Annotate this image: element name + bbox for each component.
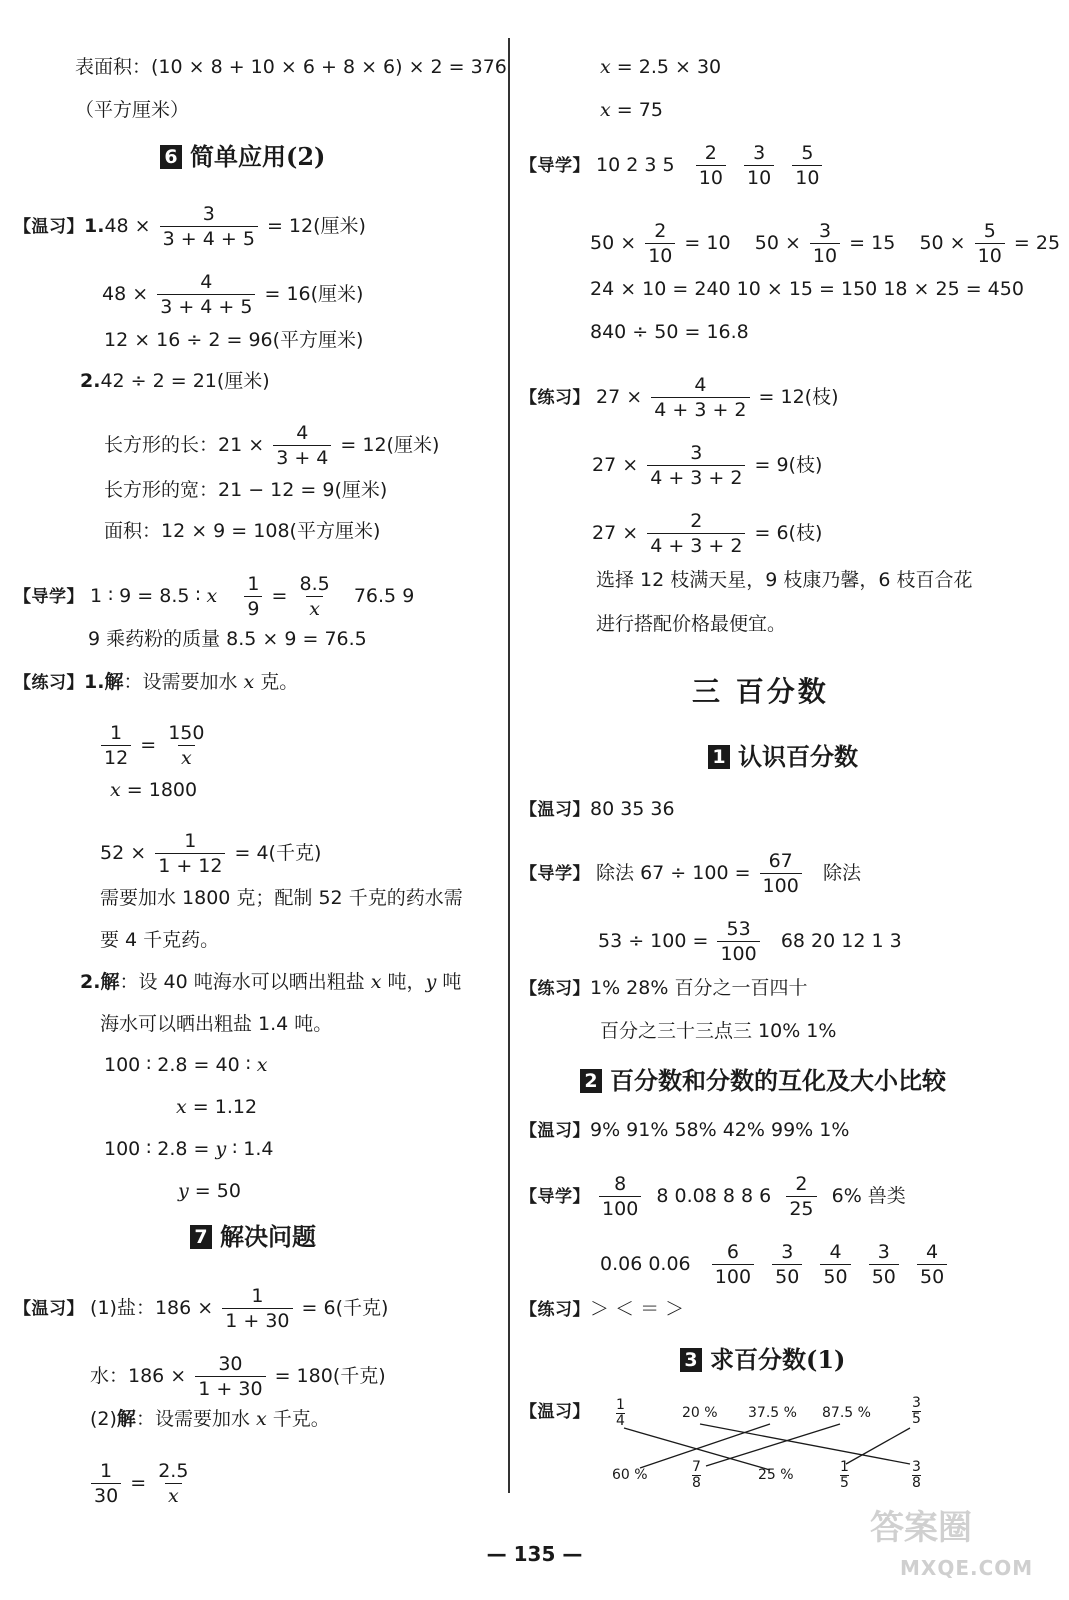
fraction: $\frac{8.5}{x}$ — [299, 573, 330, 620]
wenxi-3-line: 12 × 16 ÷ 2 = 96(平方厘米) — [104, 329, 364, 351]
match-bottom-percent-2: 25 % — [758, 1467, 794, 1483]
wenxi-7-line-2: 水：186 × $\frac{30}{1 + 30}$ = 180(千克) — [90, 1353, 386, 1400]
section-6-title: 简单应用(2) — [190, 142, 326, 171]
fraction: $\frac{1}{1 + 12}$ — [155, 830, 225, 877]
fraction: $\frac{2.5}{x}$ — [158, 1460, 189, 1507]
wenxi-1-line: 【温习】1.48 × $\frac{3}{3 + 4 + 5}$ = 12(厘米) — [14, 203, 366, 250]
fraction: $\frac{3}{4 + 3 + 2}$ — [647, 442, 745, 489]
match-top-percent-2: 37.5 % — [748, 1405, 797, 1421]
match-bottom-fraction-2: 1 5 — [840, 1459, 849, 1491]
fraction: $\frac{4}{50}$ — [917, 1241, 947, 1288]
fraction: $\frac{1}{9}$ — [244, 573, 262, 620]
match-bottom-percent-1: 60 % — [612, 1467, 648, 1483]
section-7-title: 解决问题 — [220, 1222, 316, 1251]
section-2-title: 百分数和分数的互化及大小比较 — [610, 1066, 946, 1095]
fraction: $\frac{2}{25}$ — [786, 1173, 816, 1220]
section-1-title: 认识百分数 — [738, 742, 858, 771]
chapter-title: 三 百分数 — [692, 675, 829, 708]
rect-width-line: 长方形的宽：21 − 12 = 9(厘米) — [104, 479, 388, 501]
match-top-fraction-1: 1 4 — [616, 1397, 625, 1429]
watermark-site: MXQE.COM — [900, 1556, 1034, 1580]
wenxi-7-equation: $\frac{1}{30}$ = $\frac{2.5}{x}$ — [88, 1460, 194, 1507]
flower-answer-2: 进行搭配价格最便宜。 — [596, 613, 787, 635]
ratio-line-1: 100 ∶ 2.8 = 40 ∶ x — [104, 1054, 268, 1076]
right-daoxue-line: 【导学】 10 2 3 5 $\frac{2}{10}$ $\frac{3}{10}$ $\frac{5}{10}$ — [520, 142, 825, 189]
fraction: $\frac{4}{3 + 4}$ — [273, 422, 331, 469]
rect-length-line: 长方形的长：21 × $\frac{4}{3 + 4}$ = 12(厘米) — [104, 422, 440, 469]
fraction: $\frac{3}{50}$ — [772, 1241, 802, 1288]
fraction: $\frac{8}{100}$ — [599, 1173, 641, 1220]
fraction: $\frac{2}{10}$ — [696, 142, 726, 189]
area-line: 面积：12 × 9 = 108(平方厘米) — [104, 520, 381, 542]
match-line-4 — [706, 1424, 840, 1466]
section-6-number: 6 — [160, 145, 182, 169]
fraction: $\frac{5}{10}$ — [792, 142, 822, 189]
right-lianxi-2: 27 × $\frac{3}{4 + 3 + 2}$ = 9(枝) — [592, 442, 823, 489]
fraction: $\frac{3}{10}$ — [810, 220, 840, 267]
fraction: $\frac{1}{1 + 30}$ — [222, 1285, 292, 1332]
q2-line: 2.42 ÷ 2 = 21(厘米) — [80, 370, 270, 392]
fraction: $\frac{4}{50}$ — [820, 1241, 850, 1288]
fraction: $\frac{67}{100}$ — [760, 850, 802, 897]
match-bottom-fraction-3: 3 8 — [912, 1459, 921, 1491]
s2-daoxue-1: 【导学】 $\frac{8}{100}$ 8 0.08 8 8 6 $\frac{2}{25}$ 6% 兽类 — [520, 1173, 906, 1220]
answer-line-1: 需要加水 1800 克；配制 52 千克的药水需 — [100, 887, 463, 909]
wenxi-2-line: 48 × $\frac{4}{3 + 4 + 5}$ = 16(厘米) — [102, 271, 364, 318]
fraction: $\frac{1}{12}$ — [101, 722, 131, 769]
wenxi-7-line-3: (2)解：设需要加水 x 千克。 — [90, 1408, 330, 1430]
s2-lianxi: 【练习】＞ ＜ ＝ ＞ — [520, 1298, 685, 1320]
lianxi-1-line: 【练习】1.解：设需要加水 x 克。 — [14, 671, 299, 693]
right-lianxi-3: 27 × $\frac{2}{4 + 3 + 2}$ = 6(枝) — [592, 510, 823, 557]
medicine-line: 52 × $\frac{1}{1 + 12}$ = 4(千克) — [100, 830, 322, 877]
daoxue-2-line: 9 乘药粉的质量 8.5 × 9 = 76.5 — [88, 628, 367, 650]
daoxue-line: 【导学】 1 ∶ 9 = 8.5 ∶ x $\frac{1}{9}$ = $\frac{8.5}{x}$ 76.5 9 — [14, 573, 415, 620]
ratio-line-3: 100 ∶ 2.8 = y ∶ 1.4 — [104, 1138, 274, 1160]
section-1-number: 1 — [708, 745, 730, 769]
fraction: $\frac{4}{4 + 3 + 2}$ — [651, 374, 749, 421]
right-solution-1: x = 2.5 × 30 — [600, 56, 722, 78]
match-top-percent-3: 87.5 % — [822, 1405, 871, 1421]
right-solution-2: x = 75 — [600, 99, 663, 121]
ratio-line-2: x = 1.12 — [176, 1096, 258, 1118]
fraction: $\frac{6}{100}$ — [712, 1241, 754, 1288]
s2-daoxue-2: 0.06 0.06 $\frac{6}{100}$ $\frac{3}{50}$ $\frac{4}{50}$ $\frac{3}{50}$ $\frac{4}{50}$ — [600, 1241, 950, 1288]
match-line-3 — [640, 1424, 770, 1468]
right-lianxi-1: 【练习】 27 × $\frac{4}{4 + 3 + 2}$ = 12(枝) — [520, 374, 839, 421]
fraction: $\frac{4}{3 + 4 + 5}$ — [157, 271, 255, 318]
section-7-number: 7 — [190, 1225, 212, 1249]
fraction: $\frac{53}{100}$ — [717, 918, 759, 965]
match-top-fraction-2: 3 5 — [912, 1395, 921, 1427]
fraction: $\frac{2}{4 + 3 + 2}$ — [647, 510, 745, 557]
unit-line: （平方厘米） — [75, 99, 190, 121]
answer-line-2: 要 4 千克药。 — [100, 929, 220, 951]
division-line: 840 ÷ 50 = 16.8 — [590, 321, 749, 343]
match-top-percent-1: 20 % — [682, 1405, 718, 1421]
s1-wenxi: 【温习】80 35 36 — [520, 798, 675, 820]
s1-lianxi-2: 百分之三十三点三 10% 1% — [600, 1020, 837, 1042]
section-2-number: 2 — [580, 1069, 602, 1093]
lianxi-2-line: 2.解：设 40 吨海水可以晒出粗盐 x 吨，y 吨 — [80, 971, 462, 993]
match-line-5 — [846, 1428, 910, 1464]
solution-line: x = 1800 — [110, 779, 198, 801]
fraction: $\frac{3}{50}$ — [869, 1241, 899, 1288]
equation-line: $\frac{1}{12}$ = $\frac{150}{x}$ — [98, 722, 210, 769]
multiplication-line: 50 × $\frac{2}{10}$ = 10 50 × $\frac{3}{10}$ = 15 50 × $\frac{5}{10}$ = 25 — [590, 220, 1061, 267]
match-bottom-fraction-1: 7 8 — [692, 1459, 701, 1491]
surface-area-line: 表面积：(10 × 8 + 10 × 6 + 8 × 6) × 2 = 376 — [75, 56, 507, 78]
wenxi-7-line-1: 【温习】 (1)盐：186 × $\frac{1}{1 + 30}$ = 6(千克) — [14, 1285, 389, 1332]
fraction: $\frac{1}{30}$ — [91, 1460, 121, 1507]
flower-answer-1: 选择 12 枝满天星，9 枝康乃馨，6 枝百合花 — [596, 569, 973, 591]
section-3-number: 3 — [680, 1348, 702, 1372]
s1-lianxi-1: 【练习】1% 28% 百分之一百四十 — [520, 977, 808, 999]
fraction: $\frac{30}{1 + 30}$ — [195, 1353, 265, 1400]
product-line: 24 × 10 = 240 10 × 15 = 150 18 × 25 = 450 — [590, 278, 1024, 300]
ratio-line-4: y = 50 — [178, 1180, 241, 1202]
s2-wenxi: 【温习】9% 91% 58% 42% 99% 1% — [520, 1119, 850, 1141]
section-3-title: 求百分数(1) — [710, 1345, 846, 1374]
page-number: — 135 — — [486, 1542, 583, 1566]
watermark-logo: 答案圈 — [870, 1508, 972, 1548]
fraction: $\frac{5}{10}$ — [975, 220, 1005, 267]
lianxi-2-line-2: 海水可以晒出粗盐 1.4 吨。 — [100, 1013, 333, 1035]
fraction: $\frac{2}{10}$ — [645, 220, 675, 267]
s1-daoxue-1: 【导学】 除法 67 ÷ 100 = $\frac{67}{100}$ 除法 — [520, 850, 861, 897]
fraction: $\frac{3}{10}$ — [744, 142, 774, 189]
s1-daoxue-2: 53 ÷ 100 = $\frac{53}{100}$ 68 20 12 1 3 — [598, 918, 902, 965]
s3-wenxi-tag: 【温习】 — [520, 1402, 590, 1422]
fraction: $\frac{3}{3 + 4 + 5}$ — [160, 203, 258, 250]
fraction: $\frac{150}{x}$ — [168, 722, 205, 769]
